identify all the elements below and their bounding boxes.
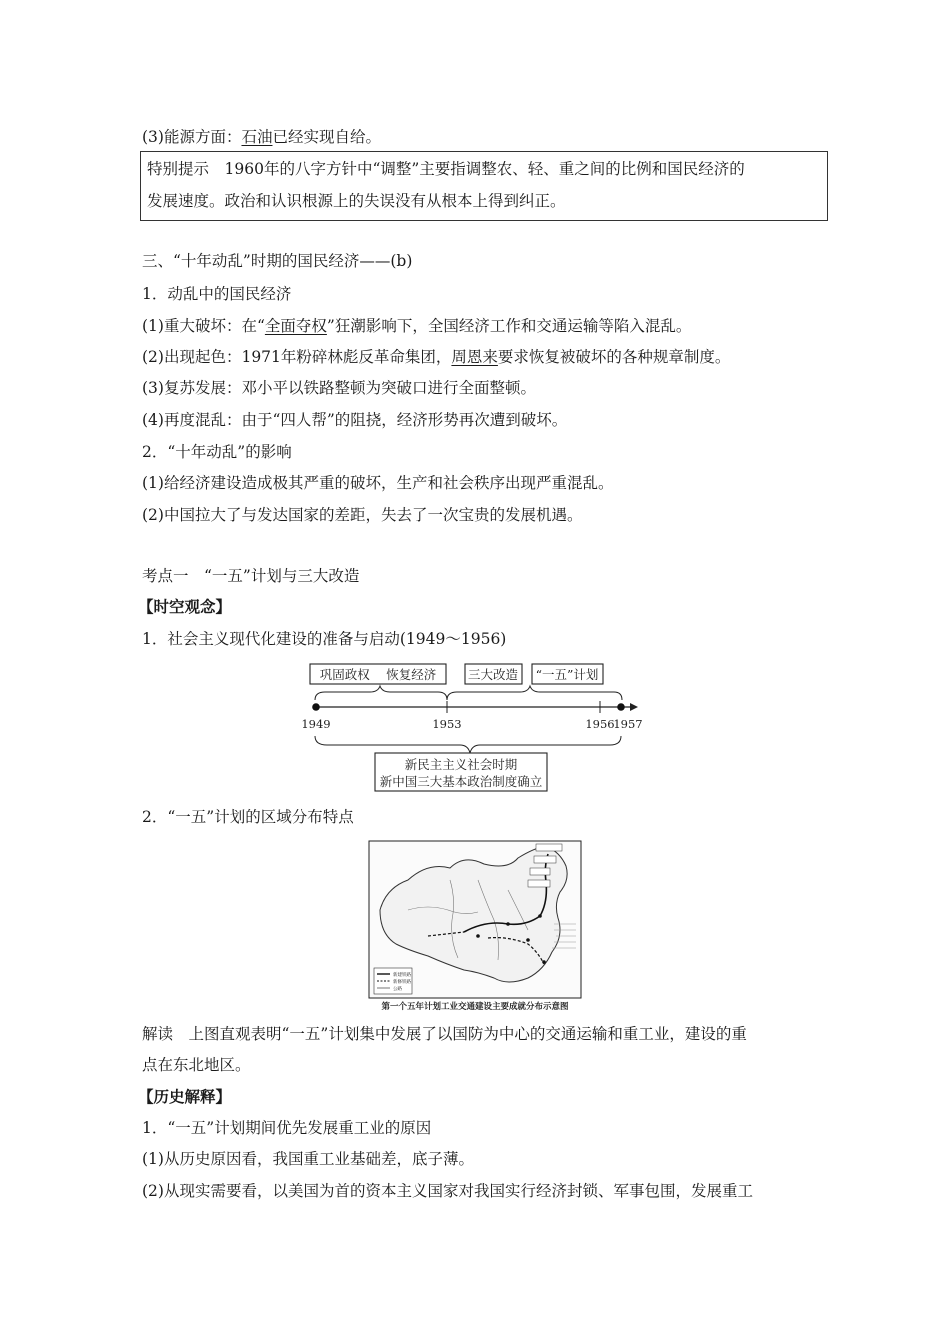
- history-explain-heading: 【历史解释】: [138, 1087, 232, 1106]
- kaodian-item2: (2)从现实需要看，以美国为首的资本主义国家对我国实行经济封锁、军事包围，发展重工: [142, 1182, 753, 1200]
- kaodian-sub3: 1．“一五”计划期间优先发展重工业的原因: [142, 1119, 432, 1137]
- kaodian-heading: 考点一 “一五”计划与三大改造: [142, 567, 360, 585]
- timeline-bottom-1: 新民主主义社会时期: [404, 757, 518, 772]
- reading-line-2: 点在东北地区。: [142, 1056, 251, 1074]
- section3-sub1: 1．动乱中的国民经济: [142, 285, 292, 303]
- section3-item5: (1)给经济建设造成极其严重的破坏，生产和社会秩序出现严重混乱。: [142, 474, 614, 492]
- energy-suffix: 已经实现自给。: [272, 128, 381, 146]
- timeline-bottom-2: 新中国三大基本政治制度确立: [379, 774, 543, 789]
- map-caption: 第一个五年计划工业交通建设主要成就分布示意图: [381, 1002, 569, 1012]
- map-legend-1: 新建铁路: [393, 973, 411, 978]
- item2-suffix: 要求恢复被破坏的各种规章制度。: [497, 348, 731, 366]
- map-legend-2: 新修铁路: [393, 980, 411, 985]
- special-tip-box: [140, 151, 828, 221]
- section3-item2: [142, 346, 730, 368]
- energy-underlined: 石油: [241, 128, 273, 146]
- section3-item4: (4)再度混乱：由于“四人帮”的阻挠，经济形势再次遭到破坏。: [142, 411, 568, 429]
- timeline-year-1953: 1953: [432, 717, 462, 731]
- section3-item3: (3)复苏发展：邓小平以铁路整顿为突破口进行全面整顿。: [142, 379, 536, 397]
- item2-prefix: (2)出现起色：1971年粉碎林彪反革命集团，: [142, 348, 452, 366]
- timeline-year-1956: 1956: [585, 717, 615, 731]
- kaodian-item1: (1)从历史原因看，我国重工业基础差，底子薄。: [142, 1150, 474, 1168]
- section3-item6: (2)中国拉大了与发达国家的差距，失去了一次宝贵的发展机遇。: [142, 506, 583, 524]
- section3-item1: [142, 315, 691, 337]
- item1-underlined: 全面夺权: [264, 317, 327, 335]
- item2-underlined: 周恩来: [451, 348, 498, 366]
- timeline-year-1949: 1949: [301, 717, 331, 731]
- map-legend-3: 公路: [393, 987, 402, 992]
- kaodian-sub2: 2．“一五”计划的区域分布特点: [142, 808, 354, 826]
- china-first-five-year-plan-map: [368, 840, 582, 1012]
- reading-line-1: 解读 上图直观表明“一五”计划集中发展了以国防为中心的交通运输和重工业，建设的重: [142, 1025, 747, 1043]
- spacetime-heading: 【时空观念】: [138, 597, 232, 616]
- timeline-year-1957: 1957: [613, 717, 643, 731]
- tip-line-1: 特别提示 1960年的八字方针中“调整”主要指调整农、轻、重之间的比例和国民经济的: [147, 160, 745, 178]
- energy-line: [142, 126, 381, 148]
- section3-heading: 三、“十年动乱”时期的国民经济——(b): [142, 252, 413, 270]
- item1-prefix: (1)重大破坏：在“: [142, 317, 265, 335]
- kaodian-sub1: 1．社会主义现代化建设的准备与启动(1949～1956): [142, 630, 507, 648]
- timeline-box-1: 巩固政权 恢复经济: [319, 667, 437, 682]
- item1-suffix: ”狂潮影响下，全国经济工作和交通运输等陷入混乱。: [326, 317, 692, 335]
- energy-prefix: (3)能源方面：: [142, 128, 242, 146]
- section3-sub2: 2．“十年动乱”的影响: [142, 443, 292, 461]
- timeline-diagram: [300, 660, 645, 796]
- timeline-box-2: 三大改造: [467, 667, 519, 682]
- tip-line-2: 发展速度。政治和认识根源上的失误没有从根本上得到纠正。: [147, 192, 566, 210]
- timeline-box-3: “一五”计划: [535, 667, 599, 682]
